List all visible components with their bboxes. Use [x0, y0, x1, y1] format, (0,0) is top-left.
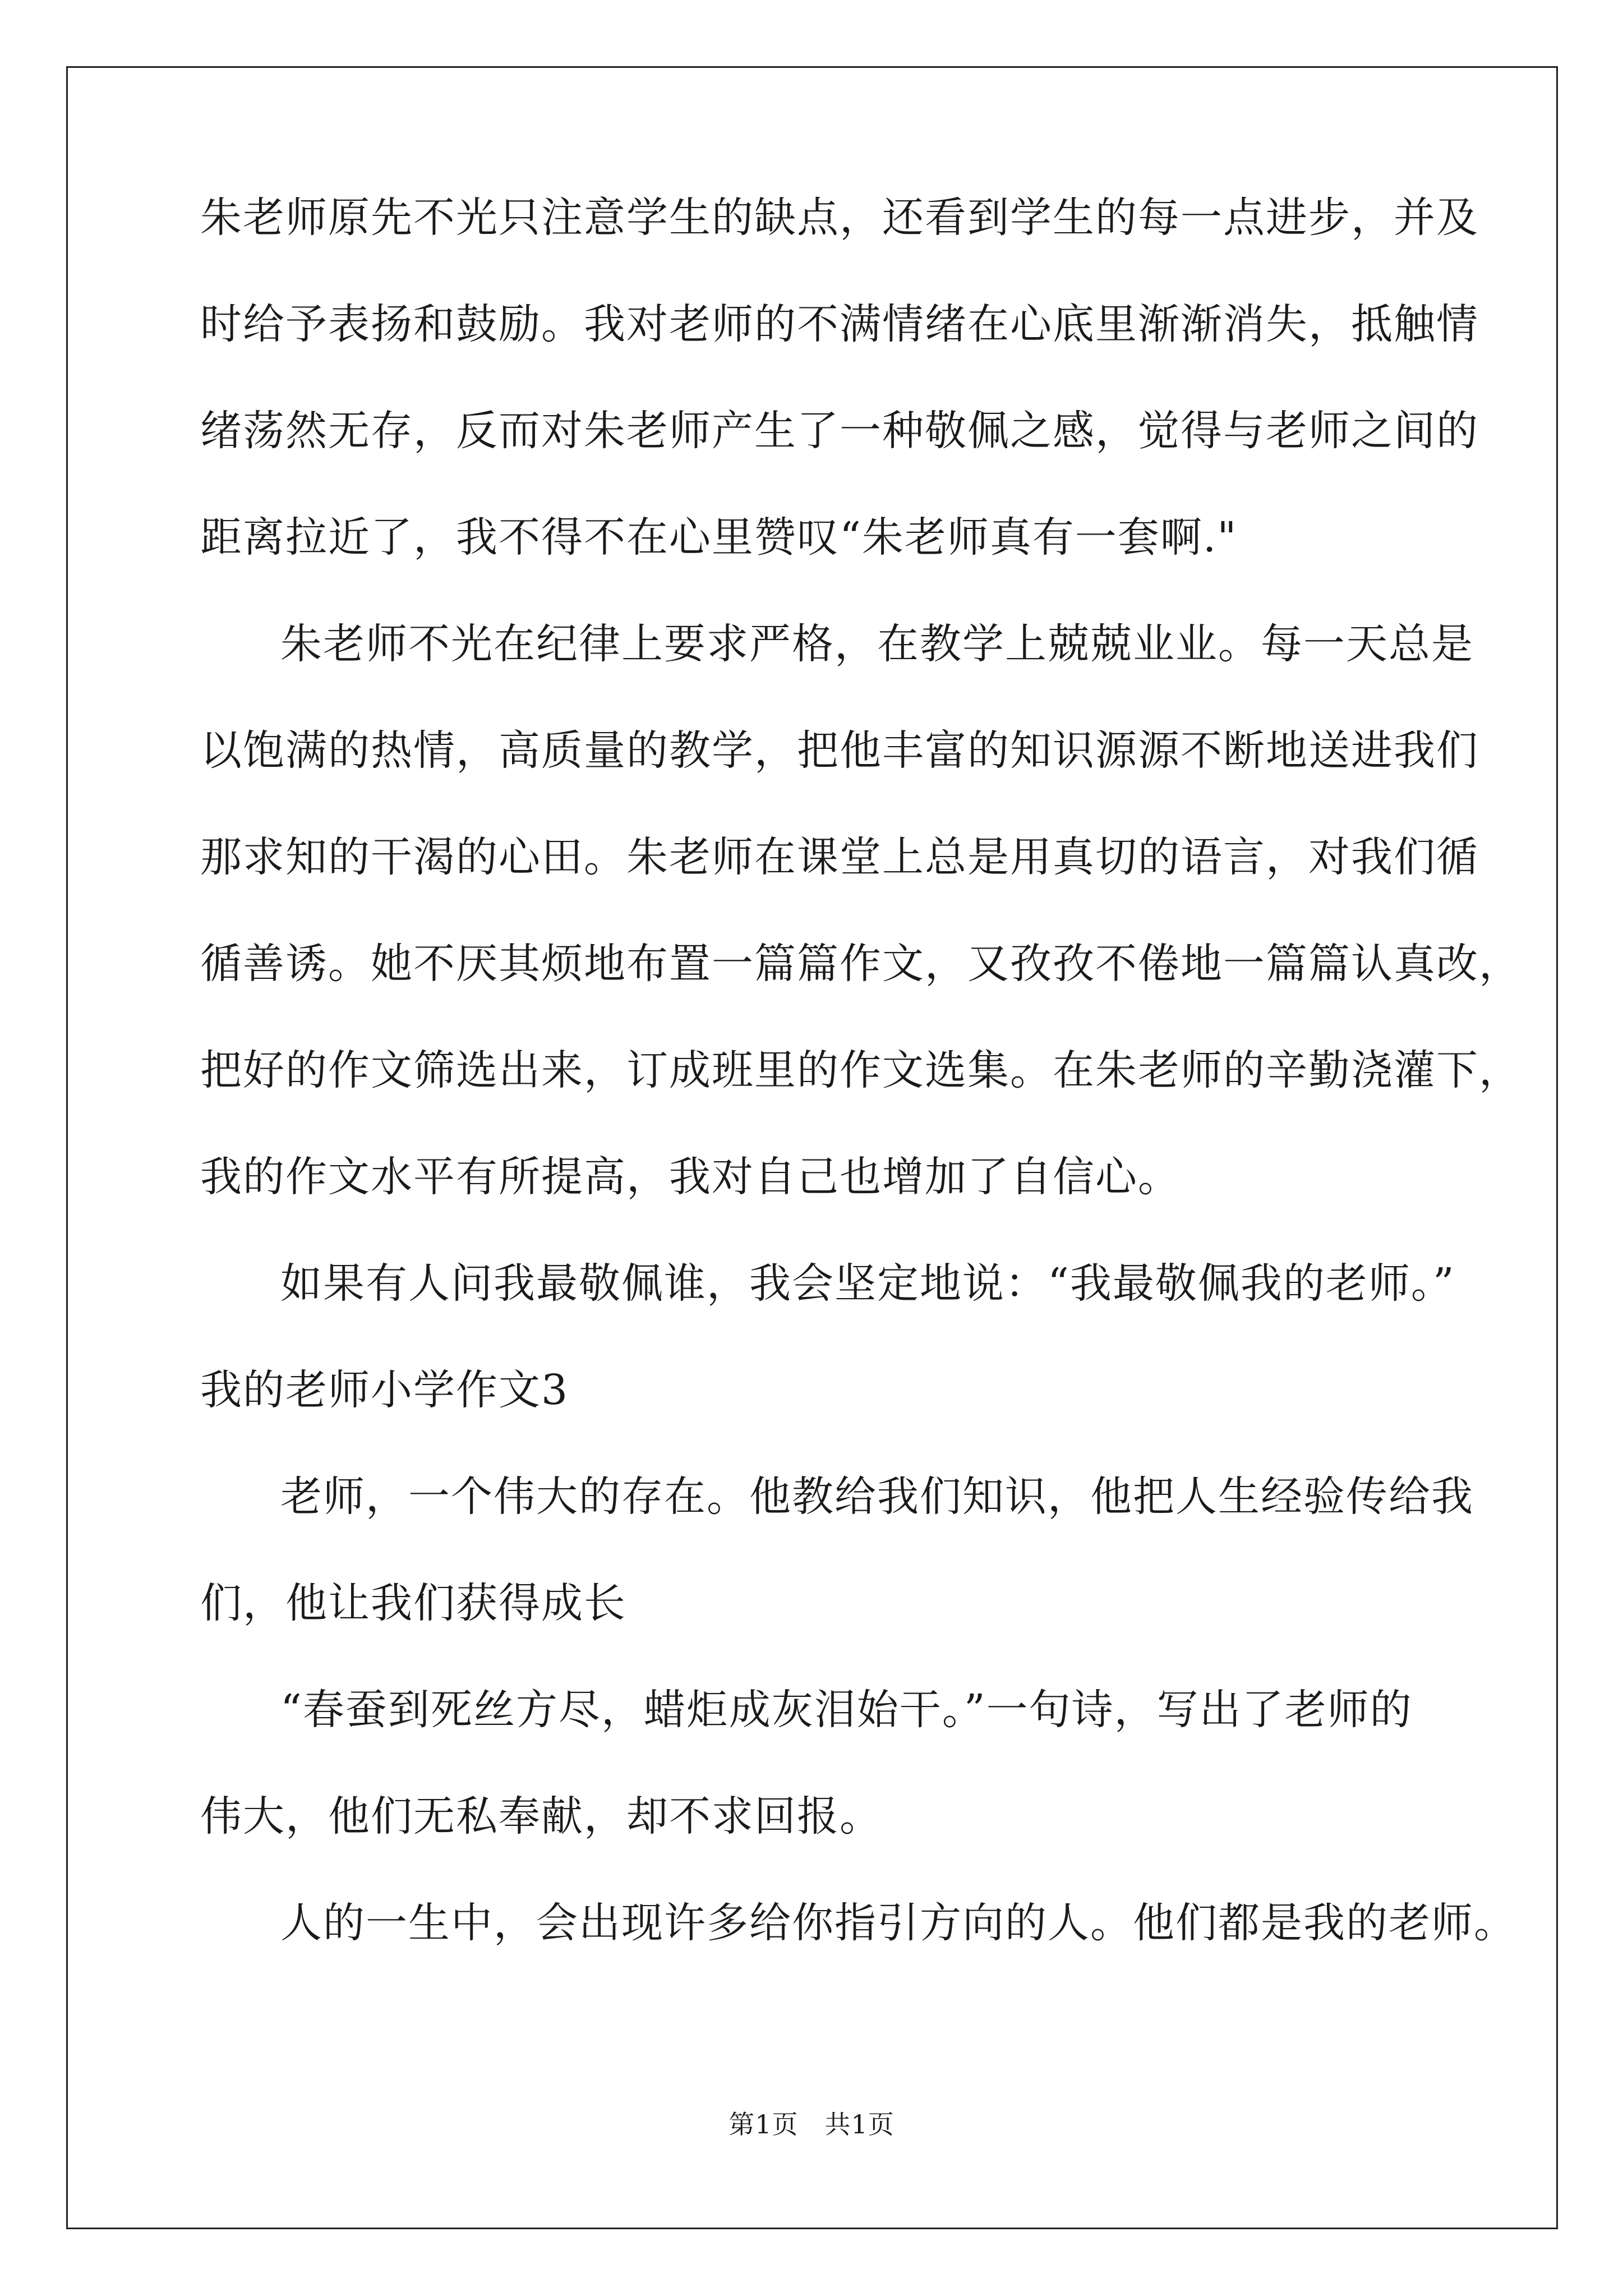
section-heading: 我的老师小学作文3: [200, 1366, 569, 1414]
text-line-8: 循善诱。她不厌其烦地布置一篇篇作文，又孜孜不倦地一篇篇认真改，: [200, 940, 1521, 988]
text-line-10: 我的作文水平有所提高，我对自己也增加了自信心。: [200, 1153, 1181, 1201]
text-line-9: 把好的作文筛选出来，订成班里的作文选集。在朱老师的辛勤浇灌下，: [200, 1046, 1521, 1094]
text-line-1: 朱老师原先不光只注意学生的缺点，还看到学生的每一点进步，并及: [200, 194, 1479, 242]
text-line-5: 朱老师不光在纪律上要求严格，在教学上兢兢业业。每一天总是: [280, 620, 1474, 668]
text-line-2: 时给予表扬和鼓励。我对老师的不满情绪在心底里渐渐消失，抵触情: [200, 300, 1479, 348]
text-line-17: 人的一生中，会出现许多给你指引方向的人。他们都是我的老师。: [280, 1899, 1516, 1947]
text-line-3: 绪荡然无存，反而对朱老师产生了一种敬佩之感，觉得与老师之间的: [200, 407, 1479, 455]
text-line-13: 老师，一个伟大的存在。他教给我们知识，他把人生经验传给我: [280, 1473, 1474, 1521]
text-line-4: 距离拉近了，我不得不在心里赞叹“朱老师真有一套啊.": [200, 513, 1238, 562]
text-line-16: 伟大，他们无私奉献，却不求回报。: [200, 1792, 882, 1841]
document-body: [200, 194, 1521, 2008]
text-line-14: 们，他让我们获得成长: [200, 1579, 626, 1627]
text-line-15: “春蚕到死丝方尽，蜡炬成灰泪始干。”一句诗，写出了老师的: [280, 1686, 1413, 1734]
text-line-7: 那求知的干渴的心田。朱老师在课堂上总是用真切的语言，对我们循: [200, 833, 1479, 881]
text-line-6: 以饱满的热情，高质量的教学，把他丰富的知识源源不断地送进我们: [200, 726, 1479, 775]
page-footer: 第1页 共1页: [728, 2109, 895, 2139]
text-line-11: 如果有人问我最敬佩谁，我会坚定地说：“我最敬佩我的老师。”: [280, 1259, 1455, 1308]
